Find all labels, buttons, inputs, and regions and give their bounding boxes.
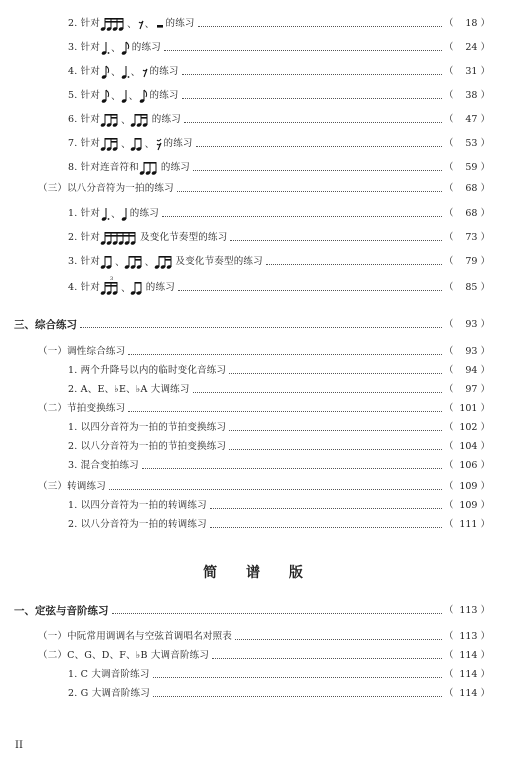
eighth-note-icon (101, 64, 111, 80)
page-ref: （ 114 ） (443, 669, 490, 680)
entry-label-suffix: 及变化节奏型的练习 (140, 232, 228, 243)
entry-label-suffix: 的练习 (163, 138, 193, 149)
page-ref: （ 31 ） (443, 66, 490, 77)
toc-entry[interactable] (68, 112, 490, 128)
toc-entry[interactable] (38, 649, 490, 663)
page-ref: （ 24 ） (443, 42, 490, 53)
chapter-title: 一、定弦与音阶练习 (14, 605, 109, 617)
page-ref: （ 94 ） (443, 365, 490, 376)
notes-separator: 、 (121, 283, 131, 294)
chapter-title: 三、综合练习 (14, 319, 77, 331)
page-ref: （ 106 ） (443, 460, 490, 471)
dotted-quarter-icon (101, 206, 111, 222)
page-ref: （ 97 ） (443, 384, 490, 395)
page-number: 24 (465, 42, 478, 53)
leader-dots (210, 527, 442, 528)
notes-separator: 、 (128, 91, 139, 102)
toc-entry[interactable] (68, 230, 490, 246)
page-number: 85 (465, 282, 478, 293)
leader-dots (178, 290, 442, 291)
toc-entry[interactable] (68, 16, 490, 32)
page-number: 73 (465, 232, 478, 243)
page-number: 102 (459, 422, 478, 433)
leader-dots (109, 489, 442, 490)
page-ref: （ 79 ） (443, 256, 490, 267)
dotted-quarter-icon (101, 40, 111, 56)
notes-separator: 、 (144, 19, 155, 30)
entry-label-suffix: 的练习 (131, 42, 161, 53)
quarter-note-icon (121, 88, 129, 104)
page-number: 53 (465, 138, 478, 149)
entry-label: 5. 针对 (68, 90, 101, 101)
half-rest-icon (155, 16, 165, 32)
entry-label: 6. 针对 (68, 114, 101, 125)
notes-separator: 、 (127, 19, 137, 30)
entry-label: 4. 针对 (68, 282, 101, 293)
rhythm-notation-icon (101, 136, 162, 152)
entry-label: （一）调性综合练习 (38, 346, 126, 357)
toc-entry[interactable] (68, 40, 490, 56)
toc-entry[interactable] (68, 64, 490, 80)
leader-dots (80, 327, 442, 328)
page-number: 97 (465, 384, 478, 395)
entry-label: 2. 针对 (68, 18, 101, 29)
section-title: 简 谱 版 (203, 565, 315, 581)
leader-dots (235, 639, 442, 640)
sixteenth-eighth-group-icon (155, 254, 175, 270)
rhythm-notation-icon (101, 112, 151, 128)
page-number: 111 (459, 519, 478, 530)
four-sixteenths-beam-icon (101, 16, 127, 32)
leader-dots (142, 468, 442, 469)
page-number: 114 (459, 650, 478, 661)
page-ref: （ 53 ） (443, 138, 490, 149)
leader-dots (164, 50, 442, 51)
toc-entry[interactable] (68, 364, 490, 378)
toc-entry[interactable] (38, 402, 490, 416)
notes-separator: 、 (115, 257, 125, 268)
page-ref: （ 101 ） (443, 403, 490, 414)
page-footer-number: II (15, 740, 23, 751)
toc-entry[interactable] (68, 518, 490, 532)
page-number: 47 (465, 114, 478, 125)
toc-chapter[interactable] (14, 318, 490, 332)
page-number: 79 (465, 256, 478, 267)
page-ref: （ 111 ） (443, 519, 490, 530)
toc-entry[interactable] (38, 182, 490, 196)
toc-entry[interactable] (38, 630, 490, 644)
toc-entry[interactable] (68, 668, 490, 682)
dotted-pair-icon (131, 280, 145, 296)
dotted-quarter-icon (121, 64, 131, 80)
notes-separator: 、 (111, 209, 121, 220)
leader-dots (153, 696, 442, 697)
leader-dots (196, 146, 442, 147)
entry-label: （一）中阮常用调调名与空弦首调唱名对照表 (38, 631, 233, 642)
page-number: 93 (465, 319, 478, 330)
page-ref: （ 109 ） (443, 500, 490, 511)
entry-label: （三）转调练习 (38, 481, 106, 492)
page-number: 109 (459, 500, 478, 511)
leader-dots (198, 26, 442, 27)
rhythm-notation-icon (140, 160, 160, 176)
leader-dots (210, 508, 442, 509)
notes-separator: 、 (111, 91, 121, 102)
page-number: 114 (459, 688, 478, 699)
page-ref: （ 59 ） (443, 162, 490, 173)
page-ref: （ 109 ） (443, 481, 490, 492)
page-ref: （ 114 ） (443, 688, 490, 699)
entry-label: 3. 混合变拍练习 (68, 460, 139, 471)
leader-dots (182, 98, 442, 99)
dotted-eighth-sixteenth-icon (131, 136, 145, 152)
toc-entry[interactable] (68, 421, 490, 435)
notes-separator: 、 (144, 257, 155, 268)
notes-separator: 、 (130, 67, 141, 78)
eighth-sixteenths-icon (101, 136, 121, 152)
entry-label: 2. 针对 (68, 232, 101, 243)
page-ref: （ 113 ） (443, 631, 490, 642)
page-ref: （ 68 ） (443, 208, 490, 219)
page-number: 113 (459, 605, 478, 616)
eighth-note-icon (101, 88, 111, 104)
notes-separator: 、 (144, 139, 155, 150)
dotted-eighth-group-icon (101, 254, 115, 270)
page-number: 101 (459, 403, 478, 414)
notes-separator: 、 (121, 115, 131, 126)
entry-label-suffix: 的练习 (151, 114, 181, 125)
six-sixteenths-beam-icon (101, 230, 139, 246)
page-number: 68 (465, 183, 478, 194)
two-sixteenths-eighth-icon (131, 112, 151, 128)
page-number: 68 (465, 208, 478, 219)
page-ref: （ 68 ） (443, 183, 490, 194)
triplet-sixteenths-icon (101, 276, 121, 296)
triplet-eighths-icon (140, 160, 160, 176)
page-ref: （ 18 ） (443, 18, 490, 29)
entry-label: 8. 针对连音符和 (68, 162, 139, 173)
toc-entry[interactable] (68, 383, 490, 397)
entry-label: 3. 针对 (68, 42, 101, 53)
page-ref: （ 104 ） (443, 441, 490, 452)
page-ref: （ 85 ） (443, 282, 490, 293)
rhythm-notation-icon (101, 40, 131, 56)
page-number: 94 (465, 365, 478, 376)
eighth-rest-icon (137, 16, 145, 32)
toc-entry[interactable] (68, 440, 490, 454)
entry-label: 1. 针对 (68, 208, 101, 219)
page-number: 31 (465, 66, 478, 77)
entry-label-suffix: 的练习 (129, 208, 159, 219)
leader-dots (230, 240, 442, 241)
notes-separator: 、 (121, 139, 131, 150)
leader-dots (184, 122, 442, 123)
toc-entry[interactable] (68, 160, 490, 176)
page-number: 114 (459, 669, 478, 680)
page-ref: （ 102 ） (443, 422, 490, 433)
entry-label: 2. G 大调音阶练习 (68, 688, 150, 699)
leader-dots (153, 677, 442, 678)
notes-separator: 、 (111, 43, 121, 54)
page-number: 109 (459, 481, 478, 492)
eighth-rest-icon (141, 64, 149, 80)
entry-label: （三）以八分音符为一拍的练习 (38, 183, 174, 194)
entry-label: 1. 以四分音符为一拍的转调练习 (68, 500, 207, 511)
leader-dots (212, 658, 442, 659)
eighth-note-icon (121, 40, 131, 56)
entry-label-suffix: 及变化节奏型的练习 (175, 256, 263, 267)
toc-chapter[interactable] (14, 604, 490, 618)
leader-dots (193, 170, 442, 171)
leader-dots (128, 354, 442, 355)
toc-entry[interactable] (68, 687, 490, 701)
entry-label: 4. 针对 (68, 66, 101, 77)
quarter-note-icon (121, 206, 129, 222)
entry-label: 2. A、E、♭E、♭A 大调练习 (68, 384, 190, 395)
entry-label: 2. 以八分音符为一拍的转调练习 (68, 519, 207, 530)
rhythm-notation-icon (101, 88, 148, 104)
rhythm-notation-icon (101, 16, 164, 32)
page-number: 93 (465, 346, 478, 357)
entry-label-suffix: 的练习 (149, 90, 179, 101)
toc-entry[interactable] (68, 254, 490, 270)
entry-label-suffix: 的练习 (160, 162, 190, 173)
entry-label-suffix: 的练习 (149, 66, 179, 77)
page-number: 38 (465, 90, 478, 101)
leader-dots (177, 191, 442, 192)
page-number: 104 (459, 441, 478, 452)
leader-dots (229, 373, 442, 374)
leader-dots (193, 392, 442, 393)
leader-dots (128, 411, 442, 412)
entry-label: （二）C、G、D、F、♭B 大调音阶练习 (38, 650, 210, 661)
toc-entry[interactable] (68, 499, 490, 513)
page-number: 106 (459, 460, 478, 471)
leader-dots (162, 216, 442, 217)
sixteenth-rest-icon (155, 136, 163, 152)
toc-entry[interactable] (68, 88, 490, 104)
leader-dots (182, 74, 442, 75)
toc-entry[interactable] (68, 276, 490, 296)
entry-label: （二）节拍变换练习 (38, 403, 126, 414)
entry-label-suffix: 的练习 (145, 282, 175, 293)
entry-label-suffix: 的练习 (165, 18, 195, 29)
toc-entry[interactable] (68, 206, 490, 222)
page-ref: （ 47 ） (443, 114, 490, 125)
rhythm-notation-icon (101, 230, 139, 246)
page-ref: （ 93 ） (443, 319, 490, 330)
page-ref: （ 73 ） (443, 232, 490, 243)
eighth-note-icon (139, 88, 149, 104)
eighth-sixteenth-group-icon (125, 254, 145, 270)
page-ref: （ 114 ） (443, 650, 490, 661)
entry-label: 7. 针对 (68, 138, 101, 149)
page-ref: （ 38 ） (443, 90, 490, 101)
rhythm-notation-icon (101, 206, 129, 222)
page-number: 113 (459, 631, 478, 642)
leader-dots (229, 449, 442, 450)
entry-label: 1. C 大调音阶练习 (68, 669, 150, 680)
entry-label: 1. 以四分音符为一拍的节拍变换练习 (68, 422, 227, 433)
leader-dots (229, 430, 442, 431)
rhythm-notation-icon (101, 64, 148, 80)
toc-entry[interactable] (38, 480, 490, 494)
leader-dots (266, 264, 442, 265)
toc-entry[interactable] (38, 345, 490, 359)
page-number: 18 (465, 18, 478, 29)
entry-label: 3. 针对 (68, 256, 101, 267)
page-number: 59 (465, 162, 478, 173)
entry-label: 1. 两个升降号以内的临时变化音练习 (68, 365, 227, 376)
toc-entry[interactable] (68, 136, 490, 152)
rhythm-notation-icon (101, 276, 145, 296)
leader-dots (112, 613, 442, 614)
toc-entry[interactable] (68, 459, 490, 473)
notes-separator: 、 (111, 67, 121, 78)
rhythm-notation-icon (101, 254, 174, 270)
page-ref: （ 93 ） (443, 346, 490, 357)
page-ref: （ 113 ） (443, 605, 490, 616)
svg-text:3: 3 (110, 276, 114, 282)
eighth-two-sixteenths-icon (101, 112, 121, 128)
entry-label: 2. 以八分音符为一拍的节拍变换练习 (68, 441, 227, 452)
